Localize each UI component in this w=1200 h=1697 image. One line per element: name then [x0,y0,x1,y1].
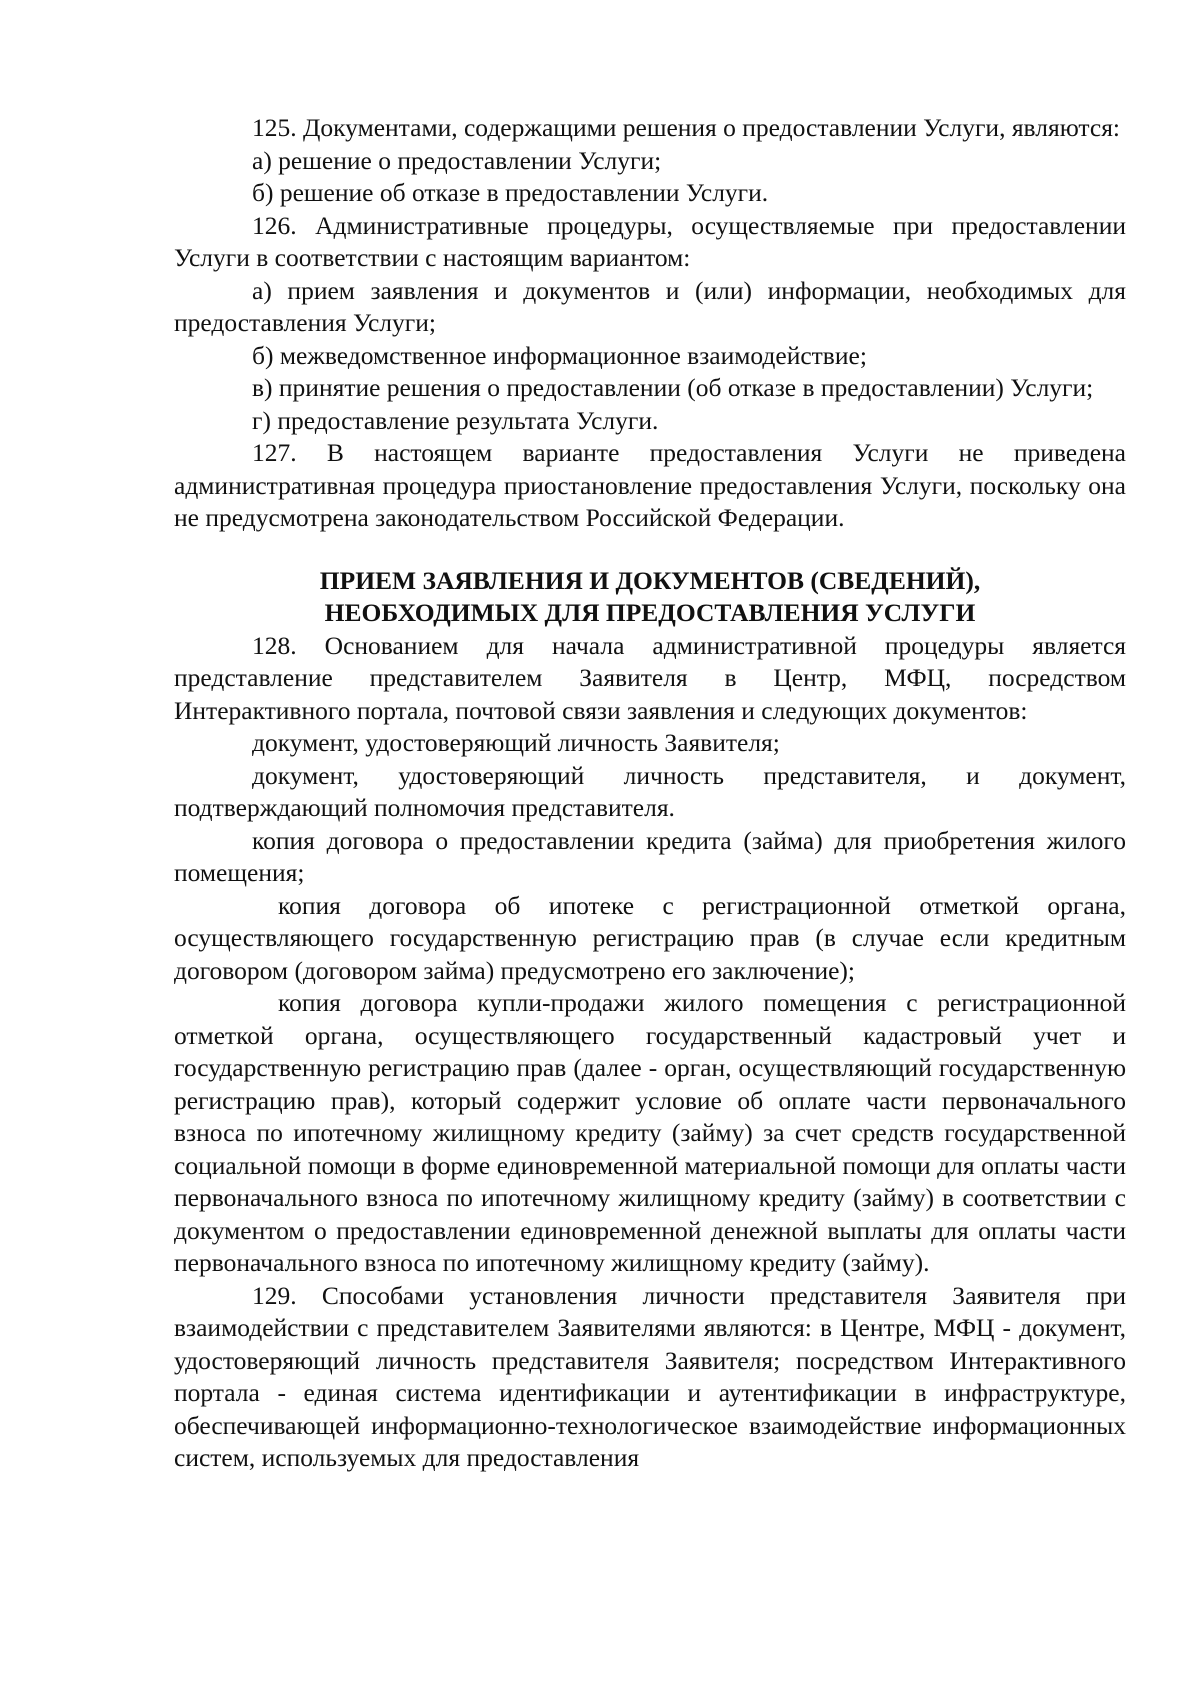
list-item-126-d: г) предоставление результата Услуги. [252,405,659,435]
section-heading-line-1: ПРИЕМ ЗАЯВЛЕНИЯ И ДОКУМЕНТОВ (СВЕДЕНИЙ), [319,565,981,595]
list-item-128-mortgage-contract: копия договора об ипотеке с регистрационной отметкой органа, осуществляющего государственную регистрацию прав (в случае если кредитным договором (договором займа) предусмотрено его заключение); [174,890,1126,985]
paragraph-128: 128. Основанием для начала административной процедуры является представление представителем Заявителя в Центр, МФЦ, посредством Интерактивного портала, почтовой связи заявления и следующих документов: [174,630,1126,725]
paragraph-129: 129. Способами установления личности представителя Заявителя при взаимодействии с представителем Заявителями являются: в Центре, МФЦ - документ, удостоверяющий личность представителя Заявителя; посредством Интерактивного портала - единая система идентификации и аутентификации в инфраструктуре, обеспечивающей информационно-технологическое взаимодействие информационных систем, используемых для предоставления [174,1280,1126,1472]
paragraph-126: 126. Административные процедуры, осуществляемые при предоставлении Услуги в соответствии с настоящим вариантом: [174,210,1126,272]
list-item-128-id-representative: документ, удостоверяющий личность представителя, и документ, подтверждающий полномочия представителя. [174,760,1126,822]
list-item-128-purchase-contract: копия договора купли-продажи жилого помещения с регистрационной отметкой органа, осуществляющего государственный кадастровый учет и государственную регистрацию прав (далее - орган, осуществляющий государственную регистрацию прав), который содержит условие об оплате части первоначального взноса по ипотечному жилищному кредиту (займу) за счет средств государственной социальной помощи в форме единовременной материальной помощи для оплаты части первоначального взноса по ипотечному жилищному кредиту (займу) в соответствии с документом о предоставлении единовременной денежной выплаты для оплаты части первоначального взноса по ипотечному жилищному кредиту (займу). [174,988,1126,1277]
paragraph-125: 125. Документами, содержащими решения о предоставлении Услуги, являются: [252,113,1121,142]
list-item-126-c: в) принятие решения о предоставлении (об отказе в предоставлении) Услуги; [252,373,1094,402]
list-item-126-b: б) межведомственное информационное взаимодействие; [252,340,867,370]
list-item-126-a: а) прием заявления и документов и (или) информации, необходимых для предоставления Услуги; [174,275,1126,337]
list-item-125-a: а) решение о предоставлении Услуги; [252,145,662,175]
paragraph-127: 127. В настоящем варианте предоставления Услуги не приведена административная процедура приостановление предоставления Услуги, поскольку она не предусмотрена законодательством Российской Федерации. [174,438,1126,532]
list-item-125-b: б) решение об отказе в предоставлении Услуги. [252,178,769,207]
list-item-128-id-applicant: документ, удостоверяющий личность Заявителя; [252,728,780,757]
document-body [174,112,1126,1475]
list-item-128-credit-contract: копия договора о предоставлении кредита (займа) для приобретения жилого помещения; [174,825,1126,887]
section-heading [174,565,1126,630]
section-heading-line-2: НЕОБХОДИМЫХ ДЛЯ ПРЕДОСТАВЛЕНИЯ УСЛУГИ [324,598,976,627]
